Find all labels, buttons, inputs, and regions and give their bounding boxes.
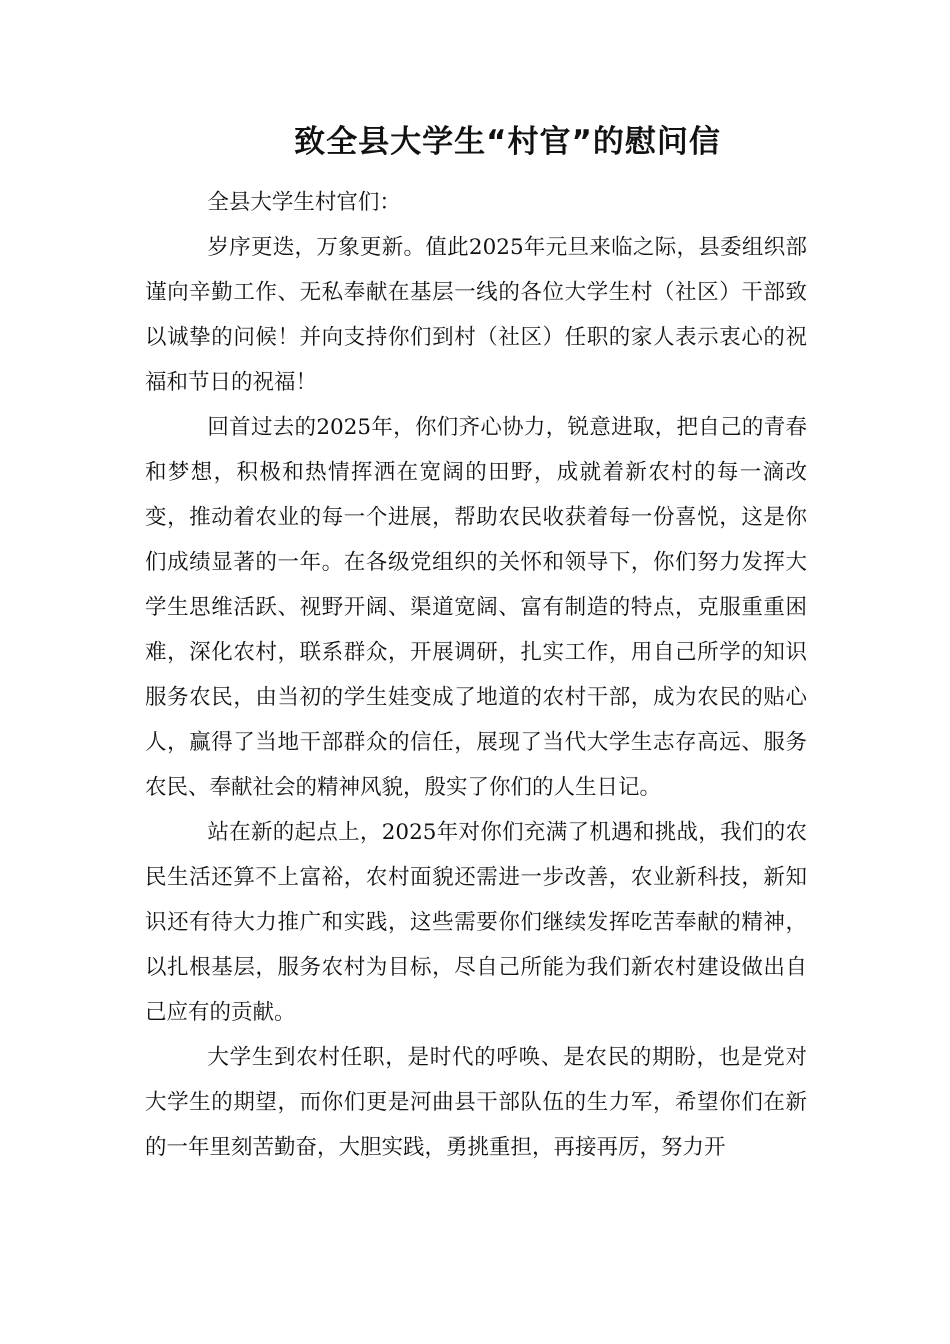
paragraph-review: 回首过去的2025年，你们齐心协力，锐意进取，把自己的青春和梦想，积极和热情挥洒在宽阔的田野，成就着新农村的每一滴改变，推动着农业的每一个进展，帮助农民收获着每一份喜悦，这是你们成绩显著的一年。在各级党组织的关怀和领导下，你们努力发挥大学生思维活跃、视野开阔、渠道宽阔、富有制造的特点，克服重重困难，深化农村，联系群众，开展调研，扎实工作，用自己所学的知识服务农民，由当初的学生娃变成了地道的农村干部，成为农民的贴心人，赢得了当地干部群众的信任，展现了当代大学生志存高远、服务农民、奉献社会的精神风貌，殷实了你们的人生日记。 bbox=[145, 415, 807, 800]
paragraph-expectation: 大学生到农村任职，是时代的呼唤、是农民的期盼，也是党对大学生的期望，而你们更是河曲县干部队伍的生力军，希望你们在新的一年里刻苦勤奋，大胆实践，勇挑重担，再接再厉，努力开 bbox=[145, 1045, 807, 1160]
paragraph-greeting: 岁序更迭，万象更新。值此2025年元旦来临之际，县委组织部谨向辛勤工作、无私奉献在基层一线的各位大学生村（社区）干部致以诚挚的问候！并向支持你们到村（社区）任职的家人表示衷心的祝福和节日的祝福！ bbox=[145, 235, 807, 395]
salutation: 全县大学生村官们： bbox=[207, 190, 401, 215]
letter-body bbox=[145, 180, 807, 1170]
letter-title: 致全县大学生“村官”的慰问信 bbox=[294, 124, 721, 160]
paragraph-outlook: 站在新的起点上，2025年对你们充满了机遇和挑战，我们的农民生活还算不上富裕，农村面貌还需进一步改善，农业新科技，新知识还有待大力推广和实践，这些需要你们继续发挥吃苦奉献的精神，以扎根基层，服务农村为目标，尽自己所能为我们新农村建设做出自己应有的贡献。 bbox=[145, 820, 807, 1025]
